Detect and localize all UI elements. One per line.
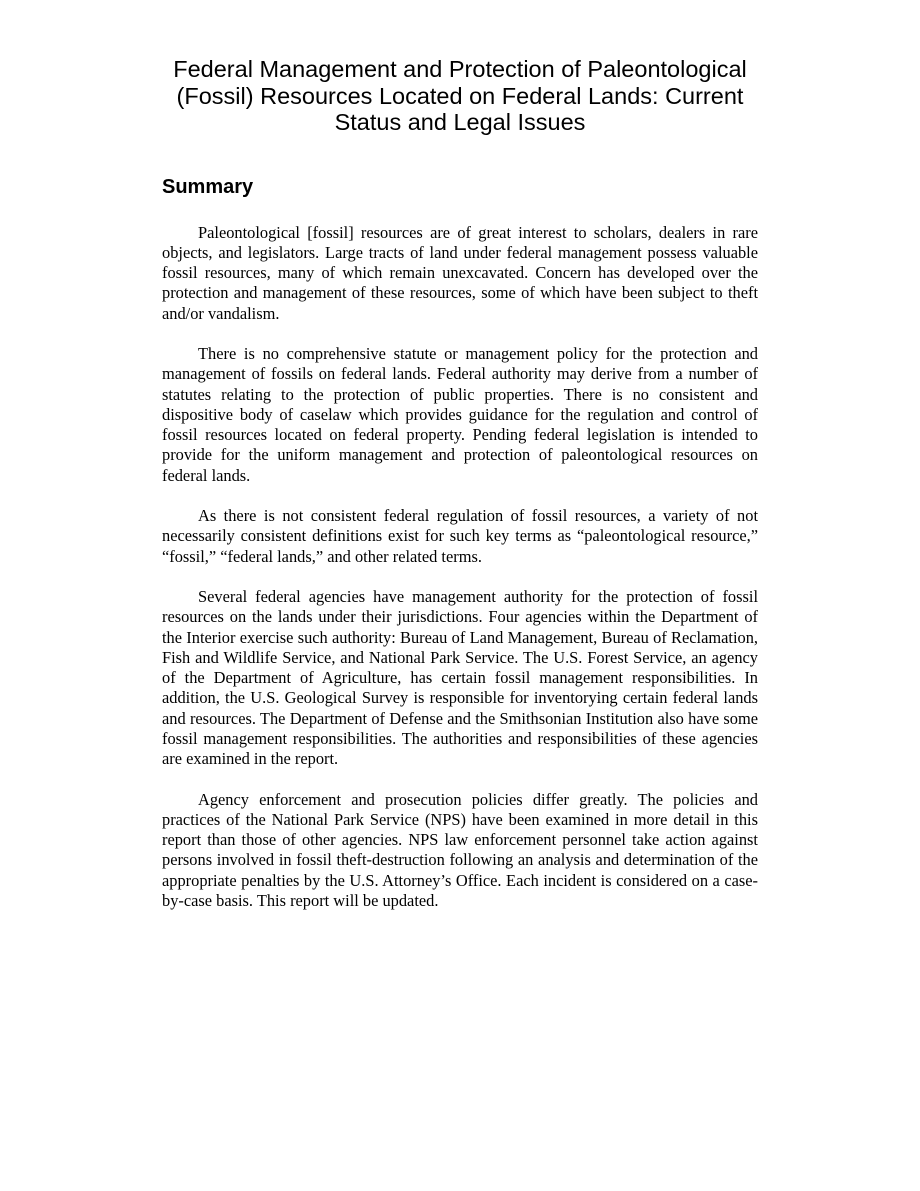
summary-paragraph-3: As there is not consistent federal regulation of fossil resources, a variety of not necessarily consistent definitions exist for such key terms as “paleontological resource,” “fossil,” “federal lands,” and other related terms. (162, 506, 758, 566)
title-line-3: Status and Legal Issues (334, 109, 586, 135)
summary-paragraph-2: There is no comprehensive statute or management policy for the protection and management of fossils on federal lands. Federal authority may derive from a number of statutes relating to the protection of public properties. There is no consistent and dispositive body of caselaw which provides guidance for the regulation and control of fossil resources located on federal property. Pending federal legislation is intended to provide for the uniform management and protection of paleontological resources on federal lands. (162, 344, 758, 485)
title-line-1: Federal Management and Protection of Paleontological (173, 56, 747, 82)
document-page (162, 56, 758, 911)
summary-paragraph-4: Several federal agencies have management authority for the protection of fossil resources on the lands under their jurisdictions. Four agencies within the Department of the Interior exercise such authority: Bureau of Land Management, Bureau of Reclamation, Fish and Wildlife Service, and National Park Service. The U.S. Forest Service, an agency of the Department of Agriculture, has certain fossil management responsibilities. In addition, the U.S. Geological Survey is responsible for inventorying certain federal lands and resources. The Department of Defense and the Smithsonian Institution also have some fossil management responsibilities. The authorities and responsibilities of these agencies are examined in the report. (162, 587, 758, 768)
title-line-2: (Fossil) Resources Located on Federal Lands: Current (176, 82, 744, 109)
summary-paragraph-5: Agency enforcement and prosecution policies differ greatly. The policies and practices of the National Park Service (NPS) have been examined in more detail in this report than those of other agencies. NPS law enforcement personnel take action against persons involved in fossil theft-destruction following an analysis and determination of the appropriate penalties by the U.S. Attorney’s Office. Each incident is considered on a case-by-case basis. This report will be updated. (162, 789, 758, 910)
summary-heading: Summary (162, 175, 254, 198)
summary-body (162, 223, 758, 912)
summary-paragraph-1: Paleontological [fossil] resources are of great interest to scholars, dealers in rare objects, and legislators. Large tracts of land under federal management possess valuable fossil resources, many of which remain unexcavated. Concern has developed over the protection and management of these resources, some of which have been subject to theft and/or vandalism. (162, 222, 758, 323)
document-title (162, 56, 758, 136)
